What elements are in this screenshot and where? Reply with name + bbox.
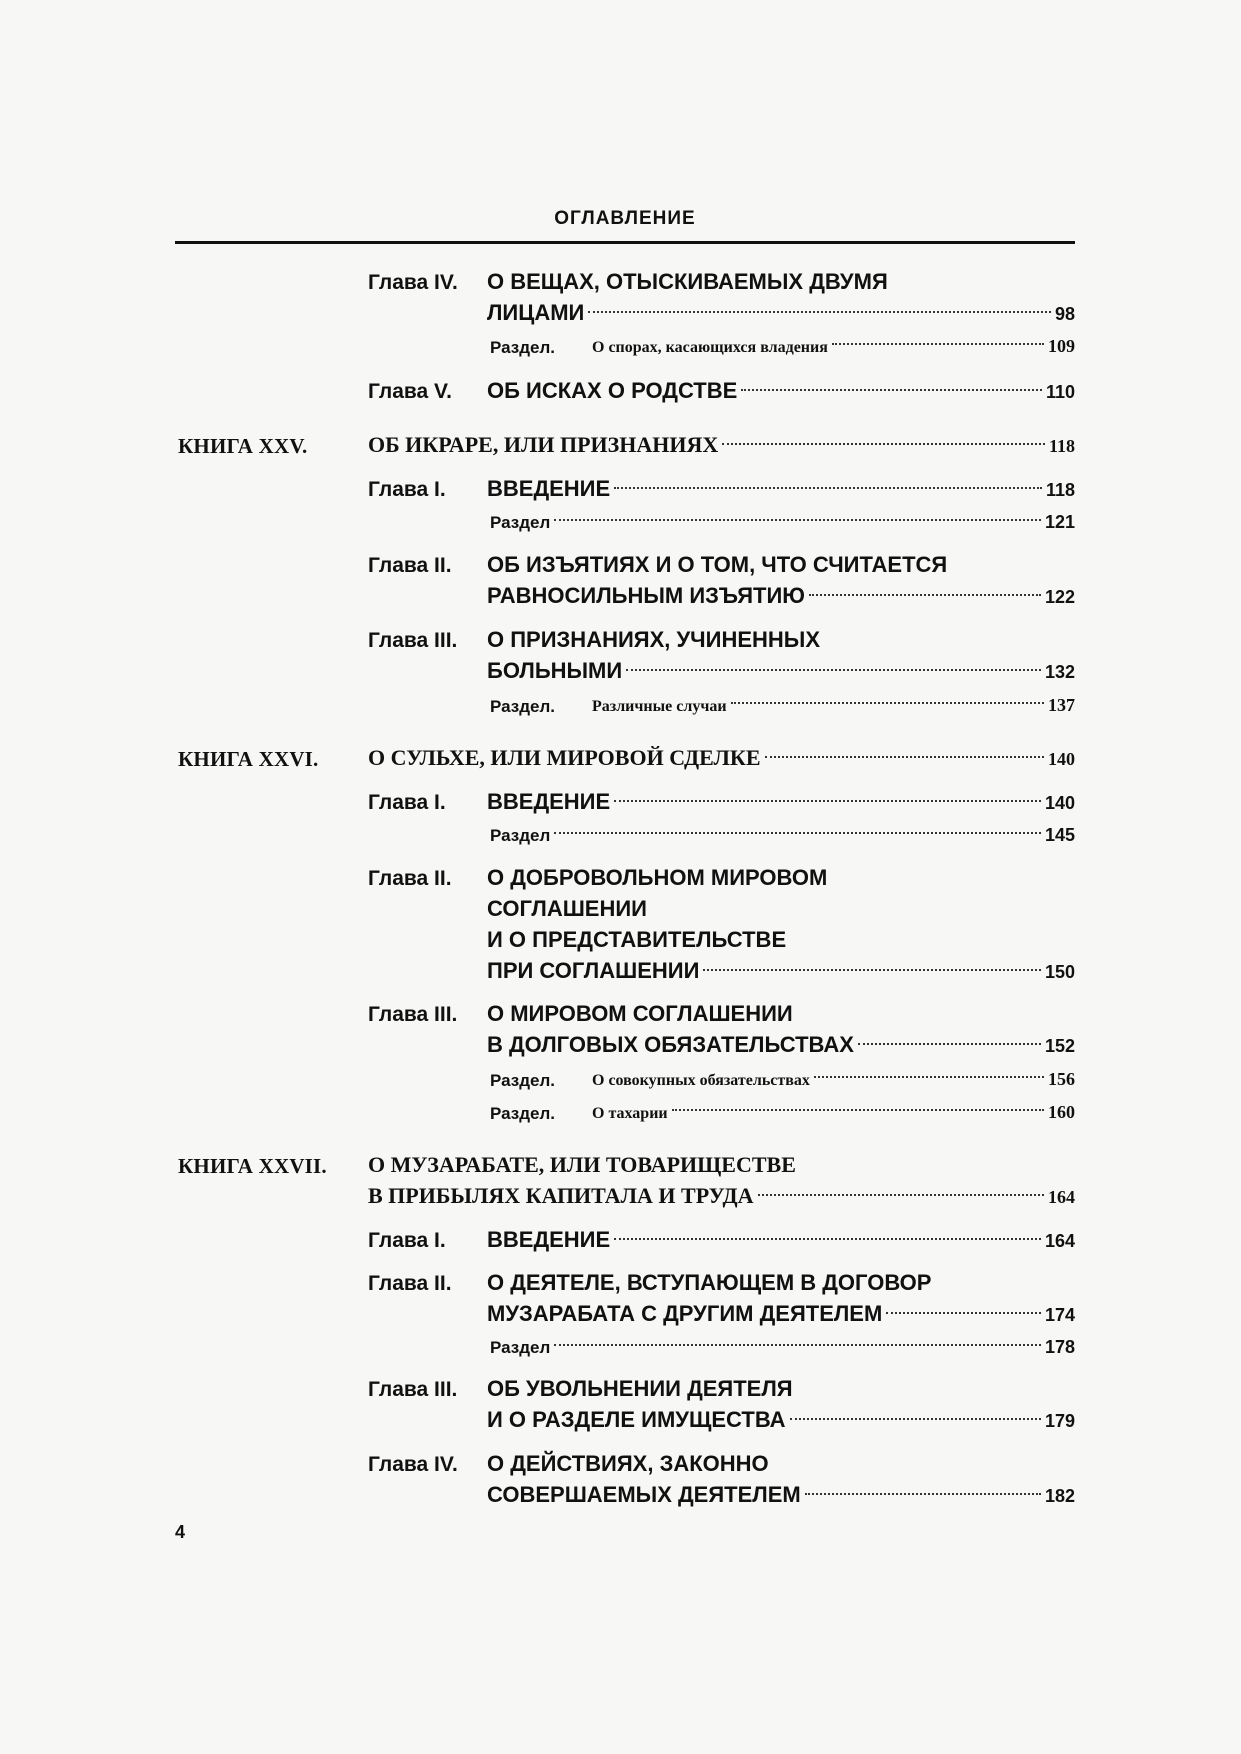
chapter-label: Глава I.	[368, 1229, 446, 1252]
toc-line	[0, 923, 1241, 957]
dot-leader	[703, 969, 1041, 971]
chapter-title: ОБ УВОЛЬНЕНИИ ДЕЯТЕЛЯ	[487, 1376, 793, 1401]
header-rule	[175, 241, 1075, 244]
dot-leader	[614, 487, 1042, 489]
dot-leader	[554, 519, 1041, 521]
toc-line	[0, 1372, 1241, 1406]
section-label: Раздел.	[490, 1071, 555, 1090]
page-ref: 174	[1044, 1305, 1075, 1325]
toc-line[interactable]	[0, 1403, 1241, 1437]
chapter-title: И О РАЗДЕЛЕ ИМУЩЕСТВА	[487, 1407, 786, 1432]
chapter-title: О ДЕЙСТВИЯХ, ЗАКОННО	[487, 1451, 769, 1476]
page-ref: 132	[1044, 662, 1075, 682]
page-ref: 145	[1044, 825, 1075, 845]
page-ref: 156	[1048, 1069, 1075, 1089]
toc-line[interactable]	[0, 1330, 1241, 1364]
toc-line[interactable]	[0, 329, 1241, 363]
chapter-title: ПРИ СОГЛАШЕНИИ	[487, 958, 700, 983]
dot-leader	[741, 389, 1042, 391]
chapter-label: Глава V.	[368, 380, 452, 403]
toc-line[interactable]	[0, 472, 1241, 506]
dot-leader	[765, 756, 1044, 758]
toc-line[interactable]	[0, 818, 1241, 852]
chapter-title: И О ПРЕДСТАВИТЕЛЬСТВЕ	[487, 927, 787, 952]
dot-leader	[858, 1043, 1041, 1045]
page-ref: 110	[1045, 382, 1075, 402]
dot-leader	[554, 832, 1041, 834]
page-ref: 109	[1048, 336, 1075, 356]
page-ref: 164	[1044, 1231, 1075, 1251]
book-title: О МУЗАРАБАТЕ, ИЛИ ТОВАРИЩЕСТВЕ	[368, 1152, 796, 1177]
chapter-title: ОБ ИЗЪЯТИЯХ И О ТОМ, ЧТО СЧИТАЕТСЯ	[487, 552, 948, 577]
page-ref: 179	[1044, 1411, 1075, 1431]
section-label: Раздел.	[490, 697, 555, 716]
toc-line	[0, 1266, 1241, 1300]
page-ref: 118	[1048, 436, 1075, 456]
toc-line[interactable]	[0, 1478, 1241, 1512]
chapter-title: О ДЕЯТЕЛЕ, ВСТУПАЮЩЕМ В ДОГОВОР	[487, 1270, 932, 1295]
book-label: КНИГА XXVI.	[178, 747, 319, 771]
page-ref: 118	[1045, 480, 1075, 500]
chapter-title: О ПРИЗНАНИЯХ, УЧИНЕННЫХ	[487, 627, 820, 652]
toc-line	[0, 265, 1241, 299]
chapter-title: О ДОБРОВОЛЬНОМ МИРОВОМ	[487, 865, 828, 890]
dot-leader	[832, 343, 1044, 345]
toc-line[interactable]	[0, 1095, 1241, 1129]
chapter-label: Глава I.	[368, 791, 446, 814]
chapter-label: Глава II.	[368, 1272, 452, 1295]
page-number: 4	[175, 1522, 186, 1542]
chapter-title: ЛИЦАМИ	[487, 300, 585, 325]
dot-leader	[809, 594, 1041, 596]
toc-line[interactable]	[0, 374, 1241, 408]
chapter-title: РАВНОСИЛЬНЫМ ИЗЪЯТИЮ	[487, 583, 805, 608]
chapter-title: ВВЕДЕНИЕ	[487, 789, 611, 814]
page-ref: 164	[1048, 1187, 1075, 1207]
book-title: ОБ ИКРАРЕ, ИЛИ ПРИЗНАНИЯХ	[368, 432, 719, 457]
dot-leader	[814, 1076, 1044, 1078]
section-label: Раздел.	[490, 1104, 555, 1123]
chapter-title: МУЗАРАБАТА С ДРУГИМ ДЕЯТЕЛЕМ	[487, 1301, 883, 1326]
chapter-title: ОБ ИСКАХ О РОДСТВЕ	[487, 378, 738, 403]
book-title: В ПРИБЫЛЯХ КАПИТАЛА И ТРУДА	[368, 1183, 754, 1208]
dot-leader	[554, 1344, 1041, 1346]
page-header: ОГЛАВЛЕНИЕ	[554, 208, 696, 229]
chapter-label: Глава III.	[368, 1378, 458, 1401]
book-label: КНИГА XXVII.	[178, 1154, 327, 1178]
chapter-title: В ДОЛГОВЫХ ОБЯЗАТЕЛЬСТВАХ	[487, 1032, 854, 1057]
chapter-title: СОВЕРШАЕМЫХ ДЕЯТЕЛЕМ	[487, 1482, 801, 1507]
chapter-title: БОЛЬНЫМИ	[487, 658, 623, 683]
dot-leader	[626, 669, 1041, 671]
page-ref: 150	[1044, 962, 1075, 982]
chapter-label: Глава IV.	[368, 1453, 458, 1476]
toc-line	[0, 623, 1241, 657]
toc-line[interactable]	[0, 1297, 1241, 1331]
section-label: Раздел.	[490, 338, 555, 357]
dot-leader	[731, 702, 1044, 704]
toc-line[interactable]	[0, 1062, 1241, 1096]
dot-leader	[790, 1418, 1041, 1420]
chapter-title: О МИРОВОМ СОГЛАШЕНИИ	[487, 1001, 793, 1026]
section-title: Различные случаи	[592, 698, 727, 715]
dot-leader	[805, 1493, 1041, 1495]
toc-line[interactable]	[0, 654, 1241, 688]
chapter-label: Глава III.	[368, 1003, 458, 1026]
page-ref: 137	[1048, 695, 1075, 715]
chapter-title: ВВЕДЕНИЕ	[487, 476, 611, 501]
dot-leader	[886, 1312, 1041, 1314]
toc-line[interactable]	[0, 1028, 1241, 1062]
page-ref: 152	[1044, 1036, 1075, 1056]
toc-line	[0, 861, 1241, 895]
chapter-label: Глава IV.	[368, 271, 458, 294]
section-title: Раздел	[490, 513, 551, 532]
toc-line	[0, 1447, 1241, 1481]
toc-line[interactable]	[0, 428, 1241, 462]
book-title: О СУЛЬХЕ, ИЛИ МИРОВОЙ СДЕЛКЕ	[368, 745, 761, 770]
toc-line	[0, 997, 1241, 1031]
section-title: О спорах, касающихся владения	[592, 339, 828, 356]
chapter-label: Глава II.	[368, 867, 452, 890]
chapter-title: О ВЕЩАХ, ОТЫСКИВАЕМЫХ ДВУМЯ	[487, 269, 888, 294]
dot-leader	[722, 443, 1045, 445]
toc-line[interactable]	[0, 296, 1241, 330]
dot-leader	[758, 1194, 1044, 1196]
section-title: О тахарии	[592, 1105, 668, 1122]
page-ref: 182	[1044, 1486, 1075, 1506]
page-ref: 98	[1054, 304, 1075, 324]
chapter-label: Глава III.	[368, 629, 458, 652]
chapter-label: Глава I.	[368, 478, 446, 501]
dot-leader	[588, 311, 1051, 313]
page-ref: 121	[1044, 512, 1075, 532]
section-title: Раздел	[490, 1338, 551, 1357]
page-ref: 140	[1048, 749, 1075, 769]
toc-line	[0, 892, 1241, 926]
toc-line[interactable]	[0, 785, 1241, 819]
toc-line[interactable]	[0, 954, 1241, 988]
toc-line[interactable]	[0, 1223, 1241, 1257]
chapter-title: ВВЕДЕНИЕ	[487, 1227, 611, 1252]
dot-leader	[672, 1109, 1044, 1111]
toc-line[interactable]	[0, 505, 1241, 539]
chapter-title: СОГЛАШЕНИИ	[487, 896, 647, 921]
page-ref: 160	[1048, 1102, 1075, 1122]
page-ref: 122	[1044, 587, 1075, 607]
page-ref: 178	[1044, 1337, 1075, 1357]
section-title: Раздел	[490, 826, 551, 845]
chapter-label: Глава II.	[368, 554, 452, 577]
dot-leader	[614, 1238, 1041, 1240]
toc-line[interactable]	[0, 579, 1241, 613]
page-ref: 140	[1044, 793, 1075, 813]
section-title: О совокупных обязательствах	[592, 1072, 810, 1089]
dot-leader	[614, 800, 1041, 802]
toc-line[interactable]	[0, 688, 1241, 722]
toc-line[interactable]	[0, 741, 1241, 775]
toc-line[interactable]	[0, 1179, 1241, 1213]
toc-line	[0, 548, 1241, 582]
toc-line	[0, 1148, 1241, 1182]
book-label: КНИГА XXV.	[178, 434, 308, 458]
